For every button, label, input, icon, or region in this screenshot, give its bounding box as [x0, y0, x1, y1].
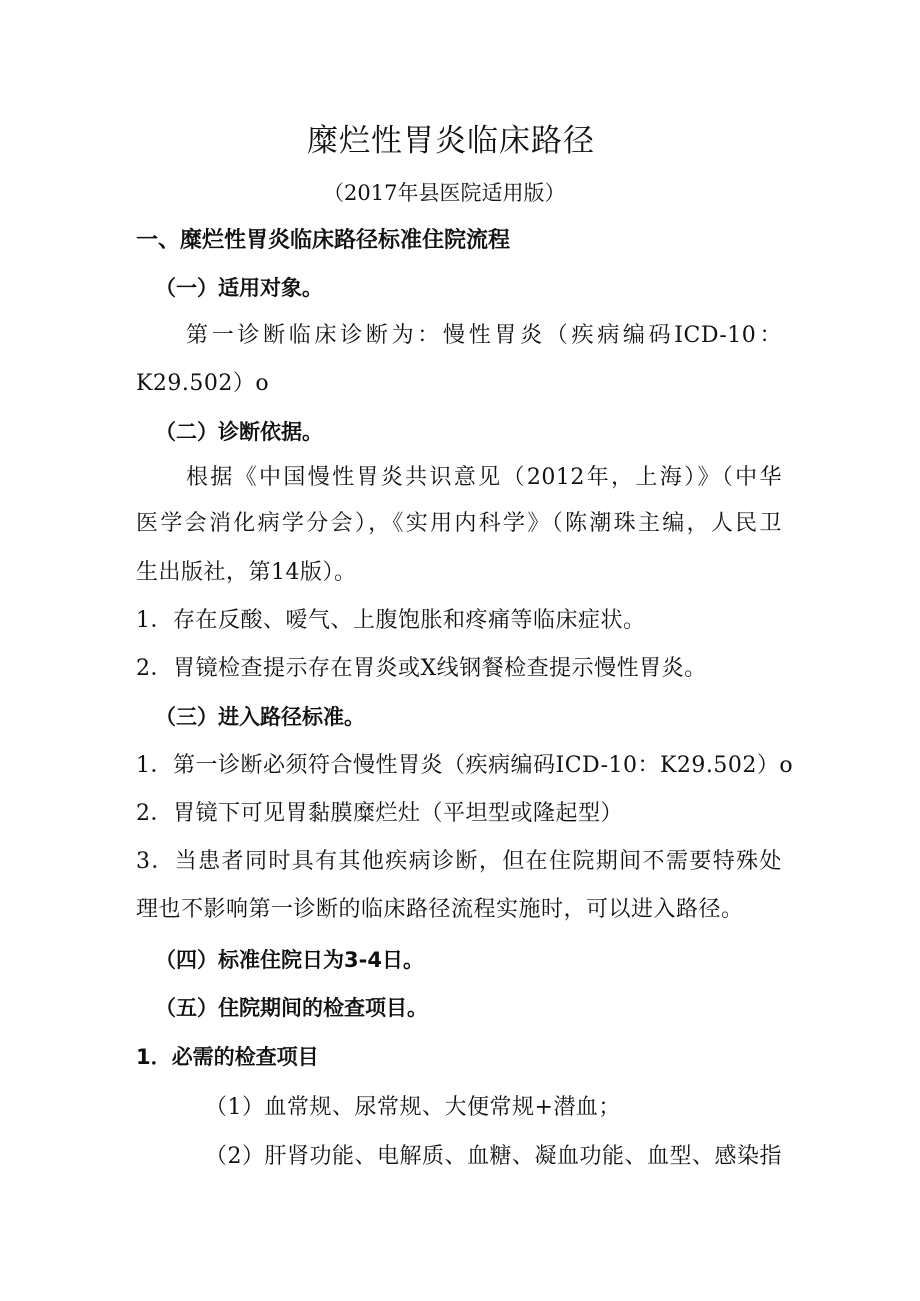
part2-list-item: 1．存在反酸、嗳气、上腹饱胀和疼痛等临床症状。: [136, 608, 646, 633]
part1-heading: （一）适用对象。: [155, 276, 323, 300]
part5-heading: （五）住院期间的检查项目。: [155, 996, 428, 1020]
part3-list-item: 2．胃镜下可见胃黏膜糜烂灶（平坦型或隆起型）: [136, 801, 623, 826]
part1-text-line1: 第一诊断临床诊断为：慢性胃炎（疾病编码ICD-10：: [186, 323, 782, 348]
part3-list-item: 1．第一诊断必须符合慢性胃炎（疾病编码ICD-10：K29.502）o: [136, 753, 794, 778]
part3-list-item-continued: 理也不影响第一诊断的临床路径流程实施时，可以进入路径。: [136, 897, 744, 922]
part5-sub-heading: 1．必需的检查项目: [136, 1045, 319, 1069]
part3-list-item: 3．当患者同时具有其他疾病诊断，但在住院期间不需要特殊处: [136, 849, 782, 874]
part2-heading: （二）诊断依据。: [155, 420, 323, 444]
page-title: 糜烂性胃炎临床路径: [307, 123, 595, 159]
part2-text-line2: 医学会消化病学分会），《实用内科学》（陈潮珠主编，人民卫: [136, 511, 782, 536]
part5-list-item: （2）肝肾功能、电解质、血糖、凝血功能、血型、感染指: [205, 1144, 782, 1169]
part4-heading: （四）标准住院日为3-4日。: [155, 948, 424, 972]
part2-text-line3: 生出版社，第14版）。: [136, 560, 357, 585]
part2-list-item: 2．胃镜检查提示存在胃炎或X线钢餐检查提示慢性胃炎。: [136, 656, 707, 681]
page-subtitle: （2017年县医院适用版）: [323, 181, 566, 205]
part2-text-line1: 根据《中国慢性胃炎共识意见（2012年，上海）》（中华: [186, 465, 782, 490]
part1-text-line2: K29.502）o: [136, 371, 270, 396]
section-heading: 一、糜烂性胃炎临床路径标准住院流程: [136, 228, 511, 253]
part3-heading: （三）进入路径标准。: [155, 705, 365, 729]
part5-list-item: （1）血常规、尿常规、大便常规+潜血；: [205, 1095, 621, 1120]
